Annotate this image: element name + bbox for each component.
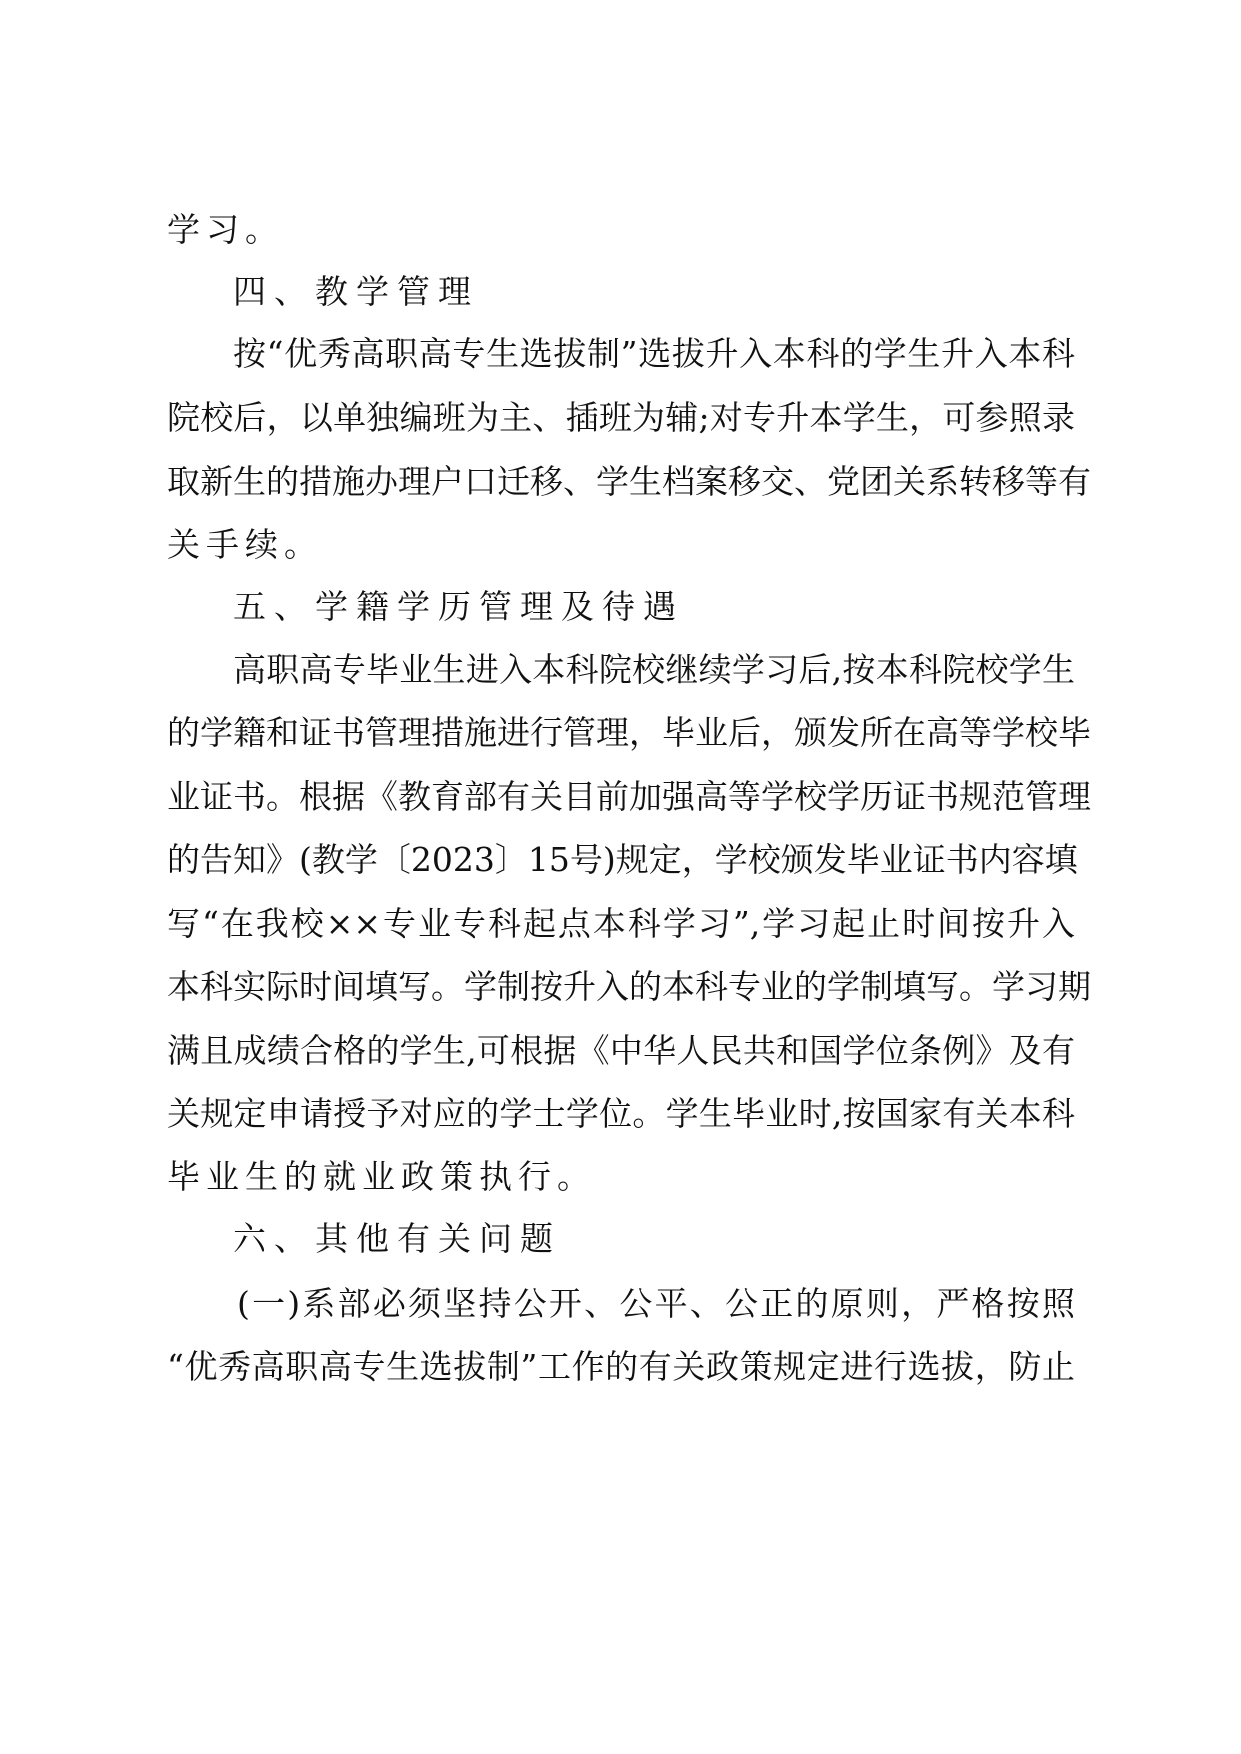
section-heading: 五、学籍学历管理及待遇 (233, 587, 684, 626)
text-line: 的学籍和证书管理措施进行管理，毕业后，颁发所在高等学校毕 (167, 713, 1091, 752)
text-line: 关规定申请授予对应的学士学位。学生毕业时,按国家有关本科 (167, 1094, 1075, 1133)
text-line: 取新生的措施办理户口迁移、学生档案移交、党团关系转移等有 (167, 462, 1091, 501)
text-line: 学习。 (167, 210, 284, 249)
section-heading: 四、教学管理 (233, 272, 479, 311)
text-line: 本科实际时间填写。学制按升入的本科专业的学制填写。学习期 (167, 967, 1091, 1006)
text-line: 业证书。根据《教育部有关目前加强高等学校学历证书规范管理 (167, 777, 1091, 816)
text-line: 按“优秀高职高专生选拔制”选拔升入本科的学生升入本科 (233, 334, 1075, 373)
text-line: 关手续。 (167, 525, 323, 564)
text-line: 毕业生的就业政策执行。 (167, 1157, 596, 1196)
text-line: 写“在我校××专业专科起点本科学习”,学习起止时间按升入 (167, 904, 1075, 943)
text-line: (一)系部必须坚持公开、公平、公正的原则，严格按照 (237, 1284, 1075, 1323)
text-line: 的告知》(教学〔2023〕15号)规定，学校颁发毕业证书内容填 (167, 840, 1078, 879)
text-line: 高职高专毕业生进入本科院校继续学习后,按本科院校学生 (233, 650, 1075, 689)
text-line: “优秀高职高专生选拔制”工作的有关政策规定进行选拔，防止 (167, 1347, 1075, 1386)
text-line: 院校后，以单独编班为主、插班为辅;对专升本学生，可参照录 (167, 398, 1075, 437)
text-line: 满且成绩合格的学生,可根据《中华人民共和国学位条例》及有 (167, 1031, 1075, 1070)
section-heading: 六、其他有关问题 (233, 1219, 561, 1258)
